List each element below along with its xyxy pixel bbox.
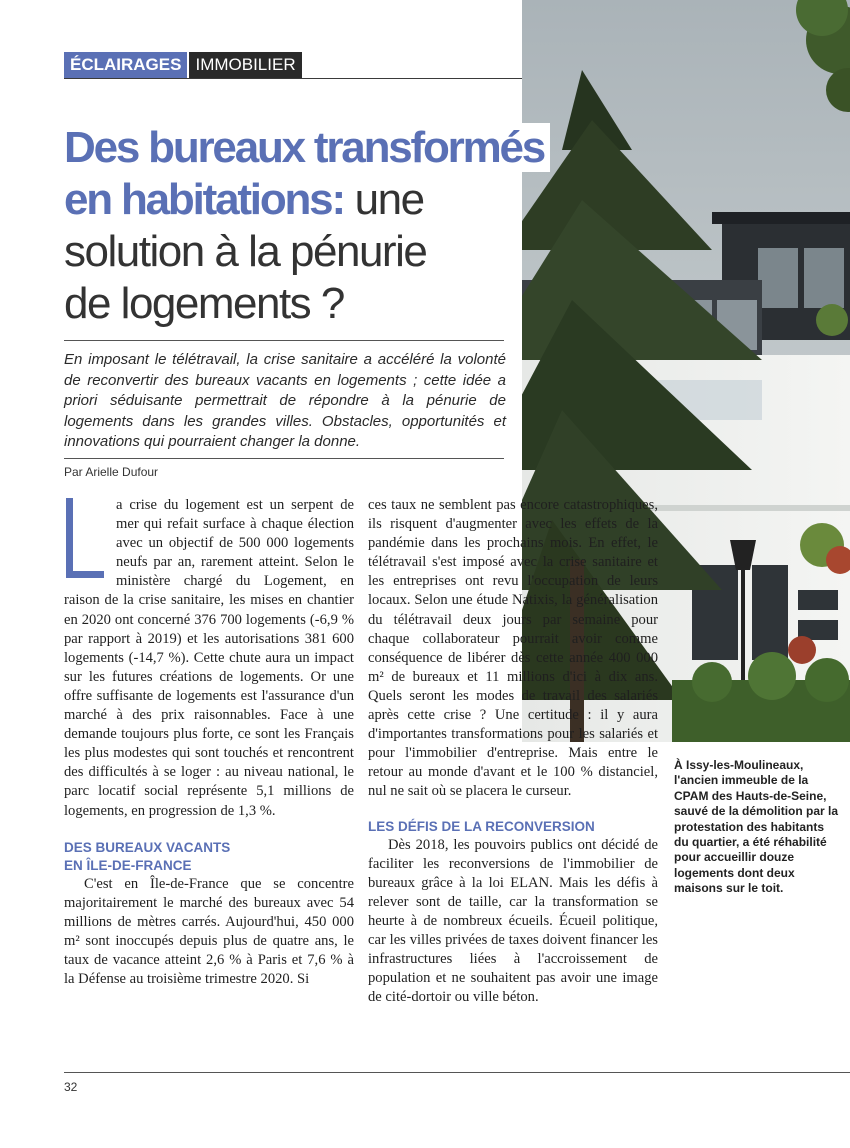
dropcap-l-icon [64, 498, 104, 578]
heading-1-line-2: EN ÎLE-DE-FRANCE [64, 857, 192, 873]
heading-defis-reconversion: LES DÉFIS DE LA RECONVERSION [368, 818, 595, 834]
footer-divider [64, 1072, 850, 1073]
section-rubric [64, 52, 522, 79]
title-line-4: de logements ? [64, 279, 344, 328]
photo-caption: À Issy-les-Moulineaux, l'ancien immeuble de la CPAM des Hauts-de-Seine, sauvé de la démolition par la protestation des habitants du quartier, a été réhabilité pour accueillir douze logements dont deux maisons sur le toit. [674, 758, 839, 896]
paragraph-2: C'est en Île-de-France que se concentre majoritairement le marché des bureaux avec 54 millions de mètres carrés. Aujourd'hui, 450 000 m² sont inoccupés depuis plus de quatre ans, le taux de vacance atteint 2,6 % à Paris et 7,6 % à la Défense au troisième trimestre 2020. Si [64, 875, 354, 988]
title-line-3: solution à la pénurie [64, 227, 427, 276]
article-column-2 [368, 496, 658, 1007]
rubric-secondary: IMMOBILIER [189, 52, 301, 78]
title-line-2-bold: en habitations: [64, 175, 344, 224]
byline: Par Arielle Dufour [64, 465, 159, 479]
lead-divider-bottom [64, 458, 504, 459]
title-line-1: Des bureaux transformés [64, 123, 550, 172]
lead-divider-top [64, 340, 504, 341]
article-column-1 [64, 496, 354, 989]
page-number: 32 [64, 1080, 78, 1094]
article-lead: En imposant le télétravail, la crise sanitaire a accéléré la volonté de reconvertir des bureaux vacants en logements ; cette idée a priori séduisante permettrait de répondre à la pénurie de logements dans les grandes villes. Obstacles, opportunités et innovations qui pourraient changer la donne. [64, 351, 506, 450]
title-line-2-light: une [343, 175, 424, 224]
paragraph-1: a crise du logement est un serpent de mer qui refait surface à chaque élection avec un objectif de 500 000 logements neufs par an, rarement atteint. Selon le ministère chargé du Logement, en raison de la crise sanitaire, les mises en chantier en 2020 ont concerné 376 700 logements (-6,9 % par rapport à 2019) et les autorisations 381 600 logements (-14,7 %). Cette chute aura un impact sur les futures créations de logements. Or une offre suffisante de logements est l'assurance d'un marché à des prix raisonnables. Face à une demande toujours plus forte, ce sont les Français les plus modestes qui sont touchés et rencontrent des difficultés à se loger : au niveau national, le parc locatif social représente 5,1 millions de logements, en progression de 1,3 %. [64, 497, 354, 819]
paragraph-4: Dès 2018, les pouvoirs publics ont décidé de faciliter les reconversions de l'immobilier de bureaux grâce à la loi ELAN. Mais les défis à relever sont de taille, car la transformation se heurte à de nombreux écueils. Écueil politique, car les villes privées de taxes doivent financer les infrastructures liées à l'accroissement de population et ne souhaitent pas avoir une image de cité-dortoir ou ville béton. [368, 836, 658, 1006]
article-title [64, 122, 604, 330]
heading-1-line-1: DES BUREAUX VACANTS [64, 839, 231, 855]
heading-bureaux-vacants [64, 839, 354, 875]
rubric-primary: ÉCLAIRAGES [64, 52, 187, 78]
paragraph-3: ces taux ne semblent pas encore catastrophiques, ils risquent d'augmenter avec les effets de la pandémie dans les prochains mois. En effet, le télétravail s'est imposé avec la crise sanitaire et les entreprises ont revu l'occupation de leurs locaux. Selon une étude Natixis, la généralisation du télétravail deux jours par semaine pour chaque collaborateur pourrait avoir comme conséquence de libérer dès cette année 400 000 m² de bureaux et 11 millions d'ici à dix ans. Quels seront les modes de travail des salariés après cette crise ? Une certitude : il y aura d'importantes transformations pour les salariés et pour l'immobilier d'entreprise. Mais entre le retour au monde d'avant et le 100 % distanciel, nul ne sait où se placera le curseur. [368, 497, 658, 800]
